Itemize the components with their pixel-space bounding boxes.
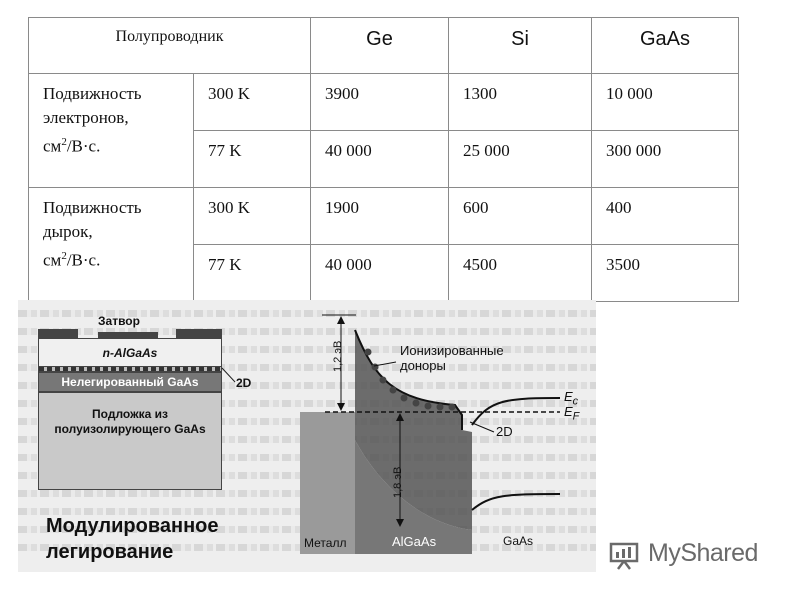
metal-region	[300, 412, 355, 554]
value-cell: 400	[592, 188, 739, 245]
barrier-height-main-label: 1,8 эВ	[392, 466, 404, 498]
temperature-cell: 300 K	[194, 74, 311, 131]
value-cell: 4500	[449, 245, 592, 302]
gate-label: Затвор	[98, 314, 140, 328]
ef-label: $E_F$	[564, 404, 580, 423]
undoped-gaas-label: Нелегированный GaAs	[61, 375, 199, 389]
arrow-head	[337, 316, 345, 324]
value-cell: 10 000	[592, 74, 739, 131]
unit-prefix: см	[43, 136, 62, 156]
temperature-cell: 300 K	[194, 188, 311, 245]
header-gaas: GaAs	[592, 18, 739, 74]
gaas-label: GaAs	[503, 534, 534, 548]
figure-caption	[46, 513, 266, 565]
ionized-donors-label	[400, 343, 504, 373]
header-semiconductor: Полупроводник	[29, 18, 311, 74]
substrate-label-line: полуизолирующего GaAs	[54, 422, 206, 436]
value-cell: 40 000	[311, 131, 449, 188]
algaas-label: AlGaAs	[392, 534, 437, 549]
unit-prefix: см	[43, 250, 62, 270]
value-cell: 25 000	[449, 131, 592, 188]
device-2d-label: 2D	[236, 376, 252, 390]
ec-label: $E_c$	[564, 389, 579, 408]
metal-label: Металл	[304, 536, 347, 550]
label-line: Подвижность	[43, 198, 142, 217]
label-line: электронов,	[43, 108, 129, 127]
value-cell: 1300	[449, 74, 592, 131]
temperature-cell: 77 K	[194, 131, 311, 188]
unit-suffix: /В·с.	[66, 250, 101, 270]
value-cell: 1900	[311, 188, 449, 245]
valence-band-gaas	[472, 494, 560, 510]
band-2d-leader	[470, 422, 494, 432]
substrate-label-line: Подложка из	[92, 407, 168, 421]
unit-suffix: /В·с.	[66, 136, 101, 156]
presentation-board-icon	[608, 537, 642, 571]
value-cell: 3900	[311, 74, 449, 131]
brand-name: MyShared	[648, 539, 758, 567]
temperature-cell: 77 K	[194, 245, 311, 302]
label-line: Подвижность	[43, 84, 142, 103]
arrow-head	[337, 403, 345, 411]
donors-label-line: доноры	[400, 358, 446, 373]
donors-leader	[374, 362, 396, 366]
label-line: дырок,	[43, 222, 93, 241]
band-2d-label: 2D	[496, 424, 513, 439]
donors-label-line: Ионизированные	[400, 343, 504, 358]
value-cell: 300 000	[592, 131, 739, 188]
value-cell: 40 000	[311, 245, 449, 302]
header-ge: Ge	[311, 18, 449, 74]
caption-line: легирование	[46, 541, 174, 563]
unit-power: 2	[61, 136, 67, 148]
myshared-watermark	[608, 537, 768, 573]
header-si: Si	[449, 18, 592, 74]
value-cell: 600	[449, 188, 592, 245]
caption-line: Модулированное	[46, 515, 219, 537]
barrier-height-top-label: 1,2 эВ	[332, 340, 344, 372]
unit-power: 2	[61, 250, 67, 262]
n-algaas-label: n-AlGaAs	[102, 346, 158, 360]
value-cell: 3500	[592, 245, 739, 302]
